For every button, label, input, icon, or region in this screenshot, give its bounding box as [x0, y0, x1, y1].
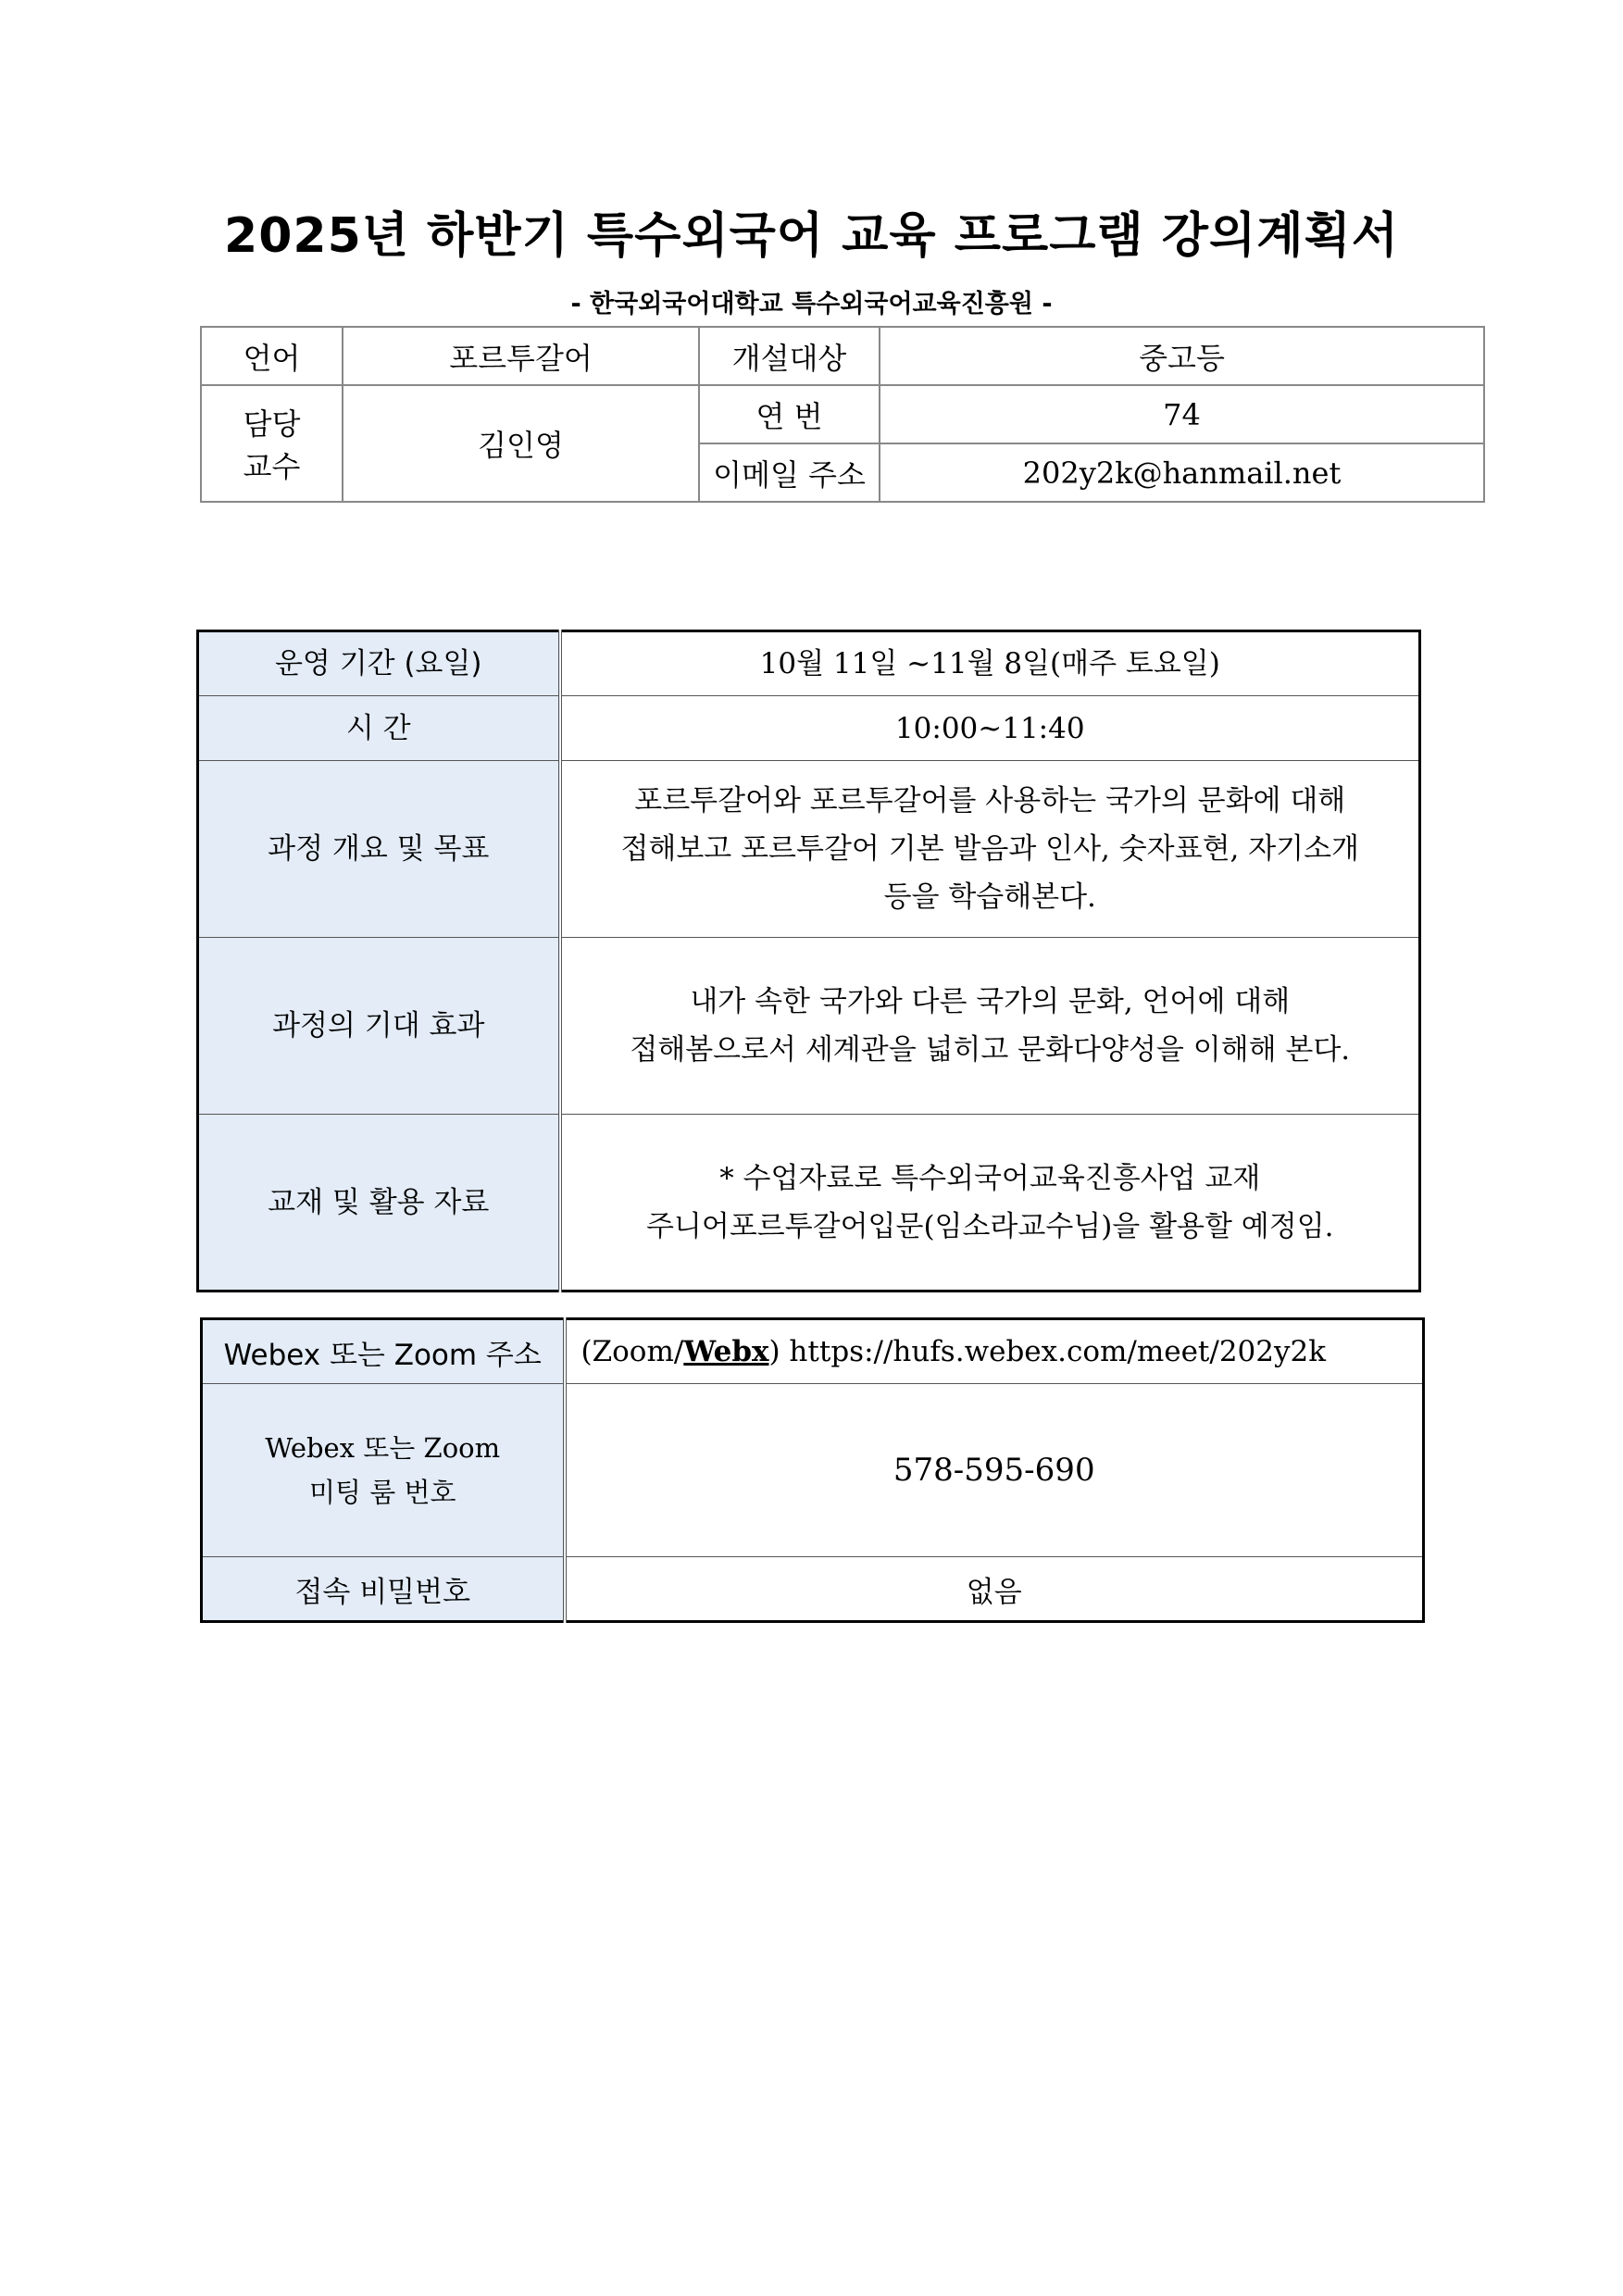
period-value: 10월 11일 ~11월 8일(매주 토요일): [560, 631, 1420, 696]
document-title: 2025년 하반기 특수외국어 교육 프로그램 강의계획서: [224, 208, 1399, 264]
professor-label-line1: 담당: [243, 406, 301, 442]
professor-label-line2: 교수: [243, 449, 301, 484]
number-value: 74: [880, 385, 1484, 443]
course-plan-table: [196, 630, 1421, 1292]
meeting-address-label: Webex 또는 Zoom 주소: [202, 1319, 565, 1384]
effect-label: 과정의 기대 효과: [198, 938, 560, 1115]
meeting-room-label-line2: 미팅 룸 번호: [308, 1477, 456, 1508]
overview-line: 등을 학습해본다.: [883, 880, 1096, 914]
meeting-address-prefix: (Zoom/: [581, 1335, 684, 1368]
meeting-platform-name: Webx: [683, 1335, 769, 1368]
overview-label: 과정 개요 및 목표: [198, 761, 560, 938]
professor-value: 김인영: [343, 385, 699, 502]
time-label: 시 간: [198, 696, 560, 761]
meeting-address-value: [565, 1319, 1424, 1384]
overview-line: 포르투갈어와 포르투갈어를 사용하는 국가의 문화에 대해: [634, 784, 1346, 817]
materials-line: 주니어포르투갈어입문(임소라교수님)을 활용할 예정임.: [645, 1209, 1334, 1243]
materials-line: * 수업자료로 특수외국어교육진흥사업 교재: [719, 1161, 1261, 1195]
language-value: 포르투갈어: [343, 327, 699, 385]
materials-label: 교재 및 활용 자료: [198, 1115, 560, 1292]
effect-line: 내가 속한 국가와 다른 국가의 문화, 언어에 대해: [690, 985, 1291, 1018]
materials-value: [560, 1115, 1420, 1292]
professor-label: [201, 385, 343, 502]
period-label: 운영 기간 (요일): [198, 631, 560, 696]
online-meeting-table: [200, 1317, 1425, 1623]
email-value: 202y2k@hanmail.net: [880, 443, 1484, 502]
language-label: 언어: [201, 327, 343, 385]
email-label: 이메일 주소: [699, 443, 880, 502]
overview-value: [560, 761, 1420, 938]
course-info-table: [200, 326, 1485, 503]
time-value: 10:00~11:40: [560, 696, 1420, 761]
password-value: 없음: [565, 1557, 1424, 1622]
effect-line: 접해봄으로서 세계관을 넓히고 문화다양성을 이해해 본다.: [630, 1033, 1351, 1067]
effect-value: [560, 938, 1420, 1115]
document-subtitle: - 한국외국어대학교 특수외국어교육진흥원 -: [570, 290, 1053, 318]
number-label: 연 번: [699, 385, 880, 443]
meeting-room-label-line1: Webex 또는 Zoom: [265, 1432, 501, 1464]
meeting-room-value: 578-595-690: [565, 1384, 1424, 1557]
target-label: 개설대상: [699, 327, 880, 385]
overview-line: 접해보고 포르투갈어 기본 발음과 인사, 숫자표현, 자기소개: [620, 832, 1360, 866]
meeting-address-link[interactable]: ) https://hufs.webex.com/meet/202y2k: [768, 1335, 1327, 1368]
meeting-room-label: [202, 1384, 565, 1557]
password-label: 접속 비밀번호: [202, 1557, 565, 1622]
target-value: 중고등: [880, 327, 1484, 385]
